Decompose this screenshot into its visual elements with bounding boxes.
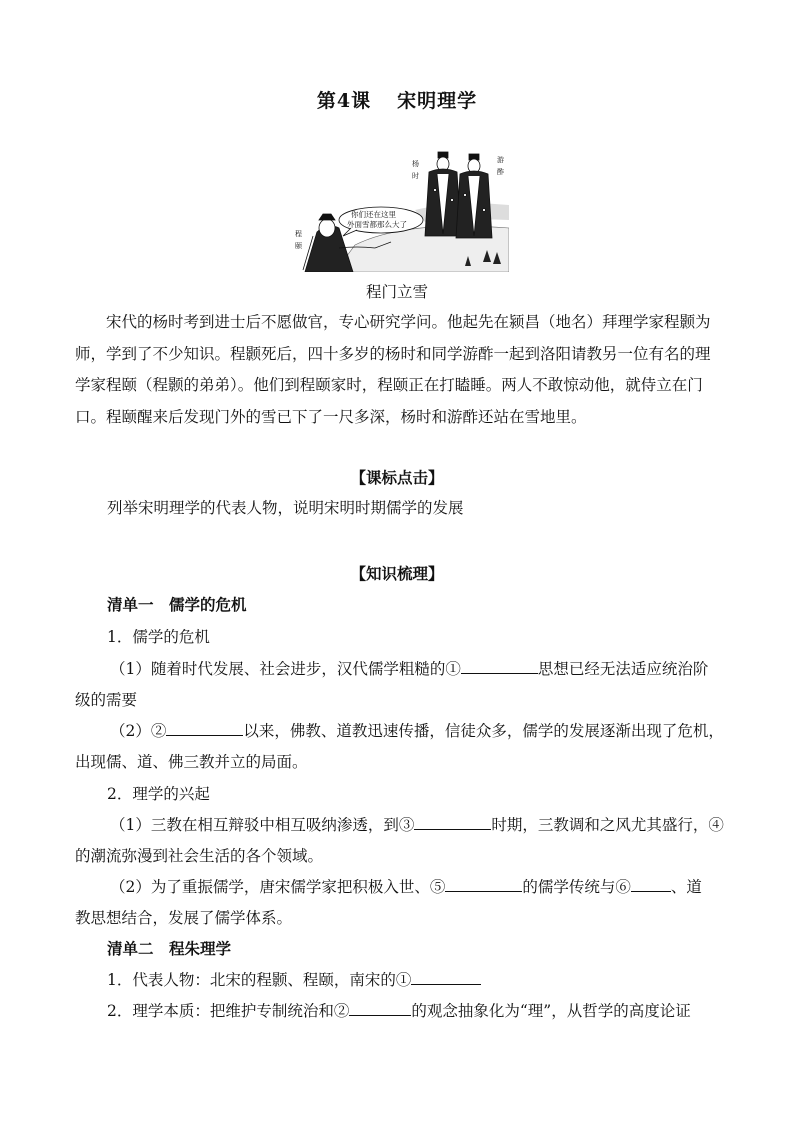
label-yang-shi-top: 杨: [412, 160, 419, 168]
story-paragraph-block: [75, 307, 719, 433]
item1-1-text-b: 思想已经无法适应统治阶: [537, 660, 709, 678]
list1-title: 清单一 儒学的危机: [107, 595, 247, 614]
item1-1-line2: 级的需要: [75, 691, 138, 709]
list2-title: 清单二 程朱理学: [107, 939, 232, 958]
item1-1-line1: [110, 657, 708, 679]
lesson-title: [0, 86, 794, 113]
item2-2-line1: [110, 875, 702, 897]
item2-2-text-c: 、道: [670, 878, 702, 896]
item2-2-text-a: （2）为了重振儒学，唐宋儒学家把积极入世、⑤: [110, 878, 446, 896]
blank-list2-2[interactable]: [349, 1001, 411, 1016]
label-you-zuo-top: 游: [497, 156, 504, 164]
item2-title: 2．理学的兴起: [107, 785, 210, 803]
item2-2-line2: 教思想结合，发展了儒学体系。: [75, 909, 293, 927]
zhishi-heading: 【知识梳理】: [350, 564, 444, 583]
item1-2-text-a: （2）②: [110, 722, 167, 740]
item1-2-text-b: 以来，佛教、道教迅速传播，信徒众多，儒学的发展逐渐出现了危机，: [243, 722, 724, 740]
item4-text-b: 的观念抽象化为“理”，从哲学的高度论证: [411, 1002, 691, 1020]
item1-title: 1．儒学的危机: [107, 628, 210, 646]
item2-1-line2: 的潮流弥漫到社会生活的各个领域。: [75, 847, 324, 865]
item2-1-text-a: （1）三教在相互辩驳中相互吸纳渗透，到③: [110, 816, 415, 834]
item1-1-text-a: （1）随着时代发展、社会进步，汉代儒学粗糙的①: [110, 660, 461, 678]
figure-caption: 程门立雪: [365, 283, 428, 301]
label-cheng-yi-top: 程: [295, 230, 302, 238]
item3-text: 1．代表人物：北宋的程颢、程颐，南宋的①: [107, 971, 412, 989]
cheng-men-li-xue-illustration: [295, 150, 509, 272]
item4-line: [107, 999, 691, 1021]
item3-line: [107, 968, 481, 990]
blank-2[interactable]: [166, 721, 243, 736]
item1-2-line2: 出现儒、道、佛三教并立的局面。: [75, 753, 308, 771]
blank-3[interactable]: [414, 815, 491, 830]
label-yang-shi-bottom: 时: [412, 172, 419, 180]
blank-1[interactable]: [461, 659, 538, 674]
item1-2-line1: [110, 719, 724, 741]
lesson-name: 宋明理学: [397, 90, 478, 112]
speech-line-1: 你们还在这里: [351, 210, 396, 219]
item2-2-text-b: 的儒学传统与⑥: [522, 878, 631, 896]
kebiao-heading: 【课标点击】: [350, 468, 444, 487]
kebiao-text: 列举宋明理学的代表人物，说明宋明时期儒学的发展: [107, 499, 464, 517]
label-cheng-yi-bottom: 颐: [295, 242, 302, 250]
speech-line-2: 外面雪都那么大了: [347, 220, 407, 229]
blank-list2-1[interactable]: [411, 970, 481, 985]
item2-1-text-b: 时期，三教调和之风尤其盛行，④: [491, 816, 724, 834]
blank-5[interactable]: [445, 877, 522, 892]
blank-6[interactable]: [631, 877, 671, 892]
item4-text-a: 2．理学本质：把维护专制统治和②: [107, 1002, 350, 1020]
item2-1-line1: [110, 813, 724, 835]
story-paragraph: 宋代的杨时考到进士后不愿做官，专心研究学问。他起先在颍昌（地名）拜理学家程颢为师，学到了不少知识。程颢死后，四十多岁的杨时和同学游酢一起到洛阳请教另一位有名的理学家程颐（程颢的弟弟）。他们到程颐家时，程颐正在打瞌睡。两人不敢惊动他，就侍立在门口。程颐醒来后发现门外的雪已下了一尺多深，杨时和游酢还站在雪地里。: [75, 313, 711, 426]
lesson-number: 第4课: [316, 90, 372, 112]
label-you-zuo-bottom: 酢: [497, 168, 504, 176]
